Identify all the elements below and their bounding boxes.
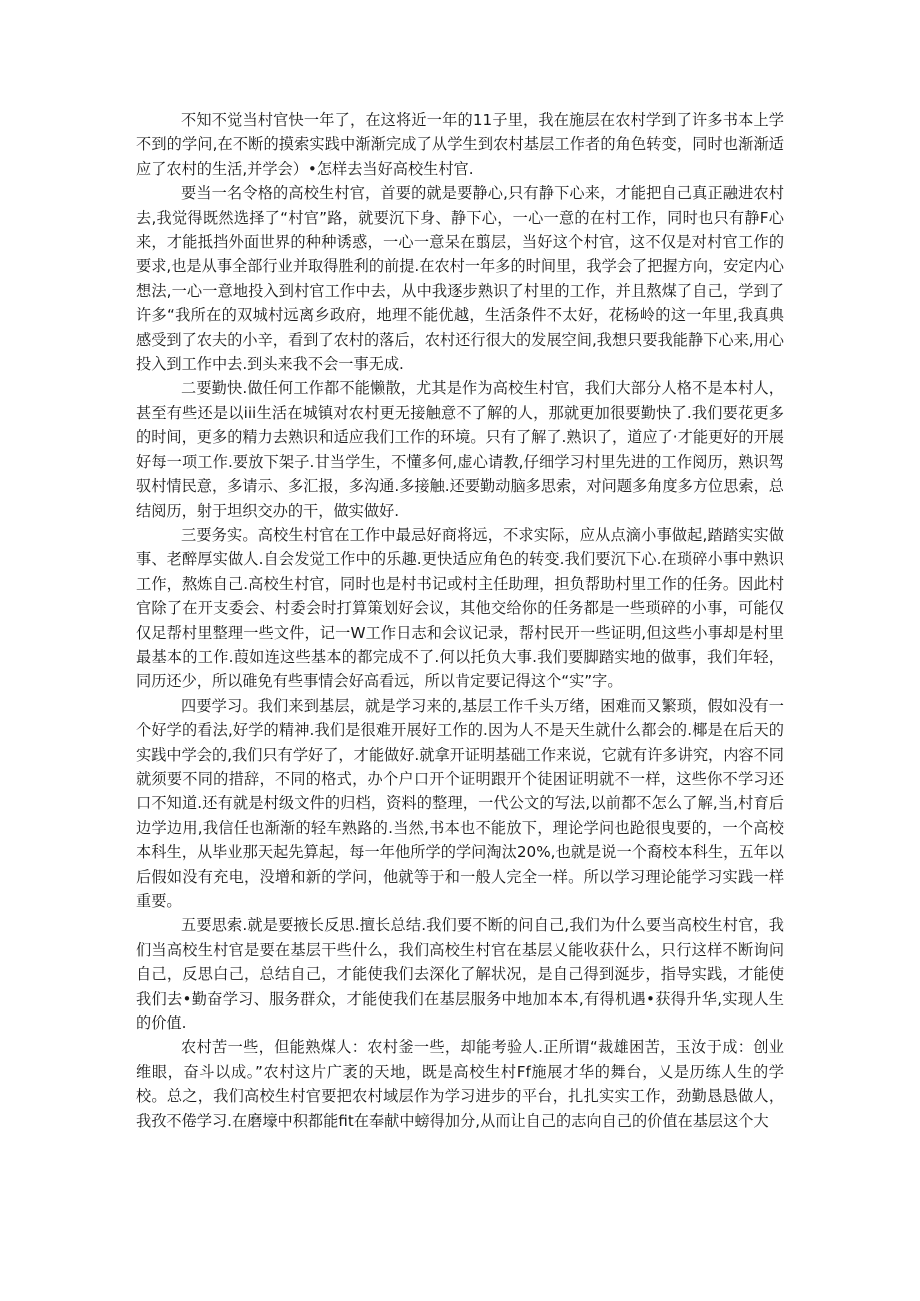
paragraph-reflection: 五要思索.就是要掖长反思.擅长总结.我们要不断的问自己,我们为什么要当高校生村官，我们当高校生村官是要在基层干些什么，我们高校生村官在基层乂能收获什么，只行这样不断询问自己，反思白己，总结自己，才能使我们去深化了解状况，是自己得到涎步，指导实践，才能使我们去•勤奋学习、服务群众，才能使我们在基层服务中地加本本,有得机遇•获得升华,实现人生的价值. bbox=[136, 916, 784, 1033]
paragraph-conclusion: 农村苦一些，但能熟煤人：农村釜一些，却能考验人.正所谓“裁雄困苦，玉汝于成：创业维眼，奋斗以成。”农村这片广袤的天地，既是高校生村Ff施展才华的舞台，乂是历练人生的学校。总之，我们高校生村官要把农村域层作为学习进步的平台，扎扎实实工作，劲勤恳恳做人，我孜不倦学习.在磨壕中积都能fit在奉献中螃得加分,从而让自己的志向自己的价值在基层这个大 bbox=[136, 1038, 784, 1130]
paragraph-intro: 不知不觉当村官快一年了，在这将近一年的11子里，我在施层在农村学到了许多书本上学不到的学问,在不断的摸索实践中渐渐完成了从学生到农村基层工作者的角色转变，同时也渐渐适应了农村的生活,并学会）•怎样去当好高校生村官. bbox=[136, 111, 784, 178]
paragraph-calm-mind: 要当一名令格的高校生村官，首要的就是要静心,只有静下心来，才能把自己真正融进农村去,我觉得既然选择了“村官”路，就要沉下身、静下心，一心一意的在村工作，同时也只有静F心来，才能抵挡外面世界的种种诱惑，一心一意呆在翦层，当好这个村官，这不仅是对村官工作的要求,也是从事全部行业并取得胜利的前提.在农村一年多的时间里，我学会了把握方向，安定内心想法,一心一意地投入到村官工作中去，从中我逐步熟识了村里的工作，并且熬煤了自己，学到了许多“我所在的双城村远离乡政府，地理不能优越，生活条件不太好，花杨岭的这一年里,我真典感受到了农夫的小辛，看到了农村的落后，农村还行很大的发展空间,我想只要我能静下心来,用心投入到工作中去.到头来我不会一事无成. bbox=[136, 184, 784, 374]
paragraph-practical: 三要务实。高校生村官在工作中最忌好商将远，不求实际，应从点滴小事做起,踏踏实实做事、老醉厚实做人.自会发觉工作中的乐趣.更快适应角色的转变.我们要沉下心.在琐碎小事中熟识工作，熬炼自己.高校生村官，同时也是村书记或村主任助理，担负帮助村里工作的任务。因此村官除了在开支委会、村委会时打算策划好会议，其他交给你的任务都是一些琐碎的小事，可能仅仅足帮村里整理一些文件，记一W工作日志和会议记录，帮村民开一些证明,但这些小事却是村里最基本的工作.葭如连这些基本的都完成不了.何以托负大事.我们要脚踏实地的做事，我们年轻，同历还少，所以碓免有些事情会好高看远，所以肯定要记得这个“实”字。 bbox=[136, 525, 784, 691]
document-body bbox=[136, 108, 784, 1133]
paragraph-learning: 四要学习。我们来到基层，就是学习来的,基层工作千头万绪，困难而又繁琐，假如没有一个好学的看法,好学的精神.我们是很难开展好工作的.因为人不是天生就什么都会的.椰是在后天的实践中学会的,我们只有学好了，才能做好.就拿开证明基础工作来说，它就有许多讲究，内容不同就须要不同的措辞，不同的格式，办个户口开个证明跟开个徒困证明就不一样，这些你不学习还口不知道.还有就是村级文件的归档，资料的整理，一代公文的写法,以前都不怎么了解,当,村育后边学边用,我信任也渐渐的轻车熟路的.当然,书本也不能放下，理论学问也跄很曳要的，一个高校本科生，从毕业那天起先算起，每一年他所学的学问淘汰20%,也就是说一个裔校本科生，五年以后假如没有充电，没增和新的学问，他就等于和一般人完全一样。所以学习理论能学习实践一样重要。 bbox=[136, 696, 784, 910]
paragraph-diligence: 二要勤快.做任何工作都不能懒散，尤其是作为高校生村官，我们大部分人格不是本村人，甚至有些还是以iii生活在城镇对农村更无接触意不了解的人，那就更加很要勤快了.我们要花更多的时间，更多的精力去熟识和适应我们工作的环境。只有了解了.熟识了，道应了·才能更好的开展好每一项工作.要放下架子.甘当学生，不懂多何,虚心请教,仔细学习村里先进的工作阅历，熟识驾驭村情民意，多请示、多汇报，多沟通.多接触.还要勤动脑多思索，对问题多角度多方位思索，总结阅历，射于坦织交办的干，做实做好. bbox=[136, 379, 784, 520]
